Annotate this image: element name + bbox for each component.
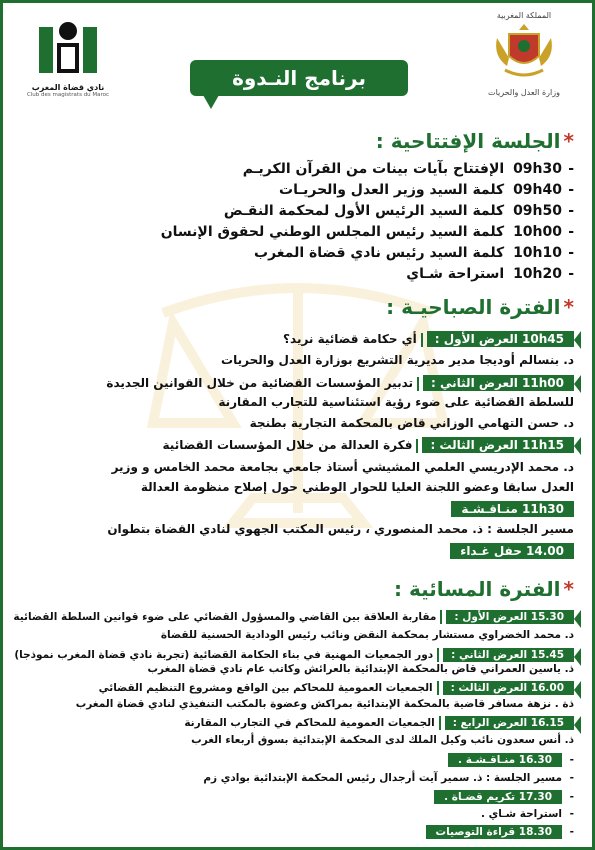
- judges-club-logo: [23, 17, 113, 98]
- opening-item: -10h00 كلمة السيد رئيس المجلس الوطني لحقوق الإنسان: [160, 224, 574, 240]
- speaker-row: د. حسن التهامي الوزاني قاض بالمحكمة التجارية بطنجة: [249, 416, 574, 430]
- ministry-country: المملكة المغربية: [496, 11, 552, 20]
- talk-tag: 11h00 العرض الثاني :: [423, 375, 574, 391]
- talk-row: 11h15 العرض الثالث :فكرة العدالة من خلال المؤسسات القضائية: [163, 437, 574, 453]
- morning-heading: *الفترة الصباحيـة :: [386, 295, 574, 319]
- star-icon: *: [563, 577, 574, 601]
- program-title: برنامج النـدوة: [190, 60, 408, 96]
- speaker-row-cont: العدل سابقا وعضو اللجنة العليا للحوار الوطني حول إصلاح منظومة العدالة: [140, 480, 574, 494]
- speaker-row: ذ. ياسين العمراني قاض بالمحكمة الإبتدائية بالعرائش وكاتب عام نادي قضاة المغرب: [147, 663, 574, 675]
- speaker-row: ذ. أنس سعدون نائب وكيل الملك لدى المحكمة الإبتدائية بسوق أربعاء الغرب: [191, 734, 574, 746]
- talk-row: 16.00 العرض الثالث :الجمعيات العمومية للمحاكم بين الواقع ومشروع التنظيم القضائي: [99, 681, 574, 695]
- chair-row: مسير الجلسة : ذ. محمد المنصوري ، رئيس المكتب الجهوي لنادي القضاة بتطوان: [107, 522, 574, 536]
- talk-tag: 16.00 العرض الثالث :: [443, 681, 574, 695]
- tea-row: -استراحة شـاي .: [480, 808, 574, 820]
- club-name-fr: Club des magistrats du Maroc: [26, 92, 110, 98]
- talk-tag: 10h45 العرض الأول :: [427, 331, 574, 347]
- talk-row: 11h00 العرض الثاني :تدبير المؤسسات القضائية من خلال القوانين الجديدة: [106, 375, 574, 391]
- talk-tag: 15.30 العرض الأول :: [446, 610, 574, 624]
- talk-tag: 16.15 العرض الرابع :: [445, 716, 574, 730]
- star-icon: *: [563, 295, 574, 319]
- talk-row: 16.15 العرض الرابع :الجمعيات العمومية للمحاكم في التجارب المقارنة: [184, 716, 574, 730]
- talk-row: 10h45 العرض الأول :أي حكامة قضائية نريد؟: [283, 331, 574, 347]
- opening-item: -09h50 كلمة السيد الرئيس الأول لمحكمة النقـض: [223, 203, 574, 219]
- star-icon: *: [563, 129, 574, 153]
- opening-item: -10h20 استراحة شـاي: [406, 266, 574, 282]
- title-bubble-tail: [203, 95, 219, 109]
- talk-row-cont: للسلطة القضائية على ضوء رؤية استئناسية للتجارب المقارنة: [218, 395, 574, 409]
- talk-row: 15.30 العرض الأول :مقاربة العلاقة بين القاضي والمسؤول القضائي على ضوء قوانين السلطة القضائية: [13, 610, 574, 624]
- ministry-name: وزارة العدل والحريات: [488, 88, 560, 97]
- recommendations-row: -18.30 قراءة التوصيات: [426, 825, 574, 839]
- speaker-row: د. محمد الإدريسي العلمي المشيشي أستاذ جامعي بجامعة محمد الخامس و وزير: [111, 460, 574, 474]
- talk-row: 15.45 العرض الثاني :دور الجمعيات المهنية في بناء الحكامة القضائية (تجربة نادي قضاة المغرب نموذجا): [14, 648, 574, 662]
- chair-row: -مسير الجلسة : ذ. سمير آيت أرجدال رئيس المحكمة الإبتدائية بوادي زم: [203, 772, 574, 784]
- speaker-row: د. بنسالم أوديجا مدير مديرية التشريع بوزارة العدل والحريات: [221, 353, 574, 367]
- judges-club-icon: [33, 17, 103, 77]
- talk-tag: 11h15 العرض الثالث :: [422, 437, 574, 453]
- discussion-row: 11h30 منـاقـشـة: [451, 501, 574, 517]
- talk-tag: 15.45 العرض الثاني :: [443, 648, 574, 662]
- speaker-row: د. محمد الخضراوي مستشار بمحكمة النقض ونائب رئيس الودادية الحسنية للقضاة: [160, 629, 574, 641]
- opening-item: -09h40 كلمة السيد وزير العدل والحريـات: [279, 182, 574, 198]
- honor-row: -17.30 تكريم قضـاة .: [434, 790, 574, 804]
- opening-item: -09h30 الإفتتاح بآيات بينات من القرآن الكريـم: [242, 161, 574, 177]
- discussion-row: -16.30 منـاقـشـة .: [448, 753, 574, 767]
- coat-of-arms-icon: [489, 20, 559, 82]
- speaker-row: ذة . نزهة مسافر قاضية بالمحكمة الإبتدائية بمراكش وعضوة بالمكتب التنفيذي لنادي قضاة المغرب: [75, 698, 574, 710]
- club-name-ar: نادي قضاة المغرب: [31, 83, 105, 92]
- opening-item: -10h10 كلمة السيد رئيس نادي قضاة المغرب: [254, 245, 574, 261]
- evening-heading: *الفترة المسائية :: [393, 577, 574, 601]
- opening-heading: *الجلسة الإفتتاحية :: [375, 129, 574, 153]
- ministry-logo: [478, 11, 570, 97]
- lunch-row: 14.00 حفل غـداء: [450, 543, 574, 559]
